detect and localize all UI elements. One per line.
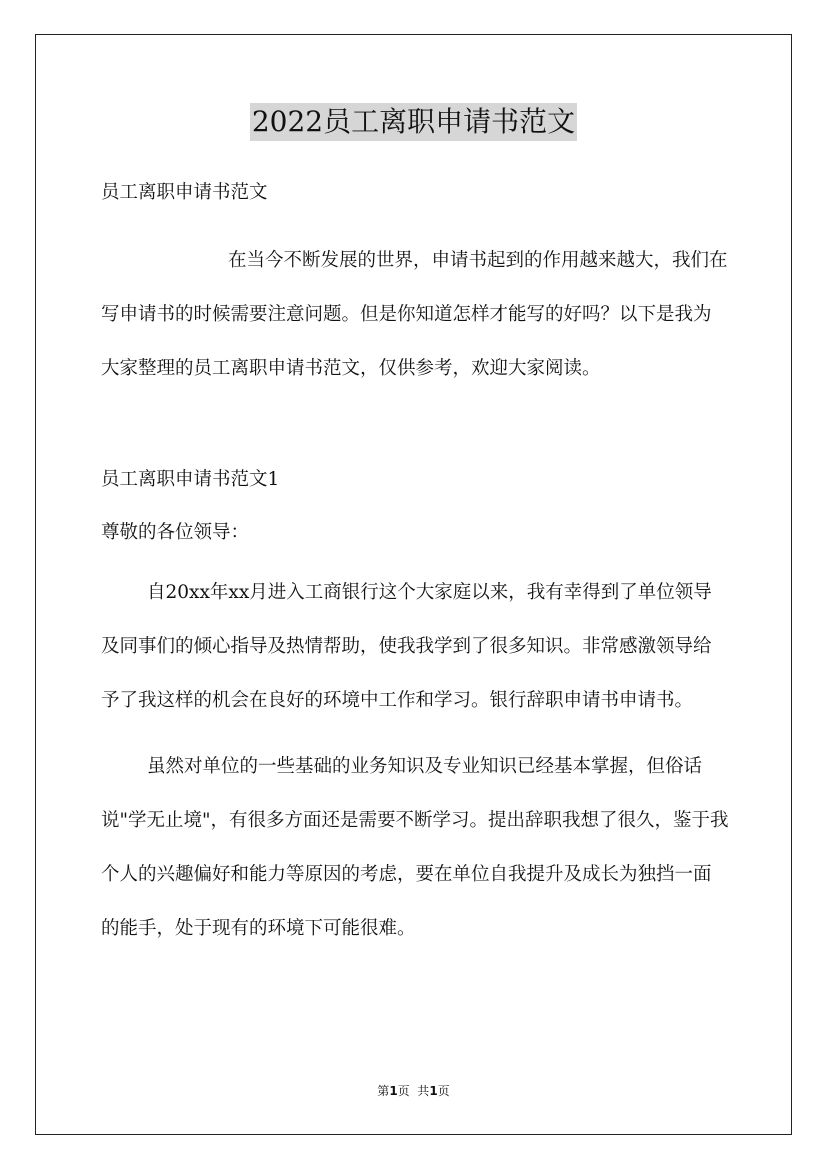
footer-page-suffix: 页 <box>437 1084 450 1098</box>
intro-paragraph: 在当今不断发展的世界，申请书起到的作用越来越大，我们在写申请书的时候需要注意问题。但是你知道怎样才能写的好吗？以下是我为大家整理的员工离职申请书范文，仅供参考，欢迎大家阅读。 <box>101 250 728 379</box>
body-paragraph-1: 自20xx年xx月进入工商银行这个大家庭以来，我有幸得到了单位领导及同事们的倾心指导及热情帮助，使我我学到了很多知识。非常感激领导给予了我这样的机会在良好的环境中工作和学习。银行辞职申请书申请书。 <box>101 582 712 711</box>
footer-page-total: 1 <box>429 1084 438 1098</box>
salutation: 尊敬的各位领导： <box>101 522 250 543</box>
document-subtitle: 员工离职申请书范文 <box>101 182 268 203</box>
document-title: 2022员工离职申请书范文 <box>250 103 577 141</box>
footer-page-prefix: 第 <box>377 1084 390 1098</box>
section-spacer <box>101 396 729 465</box>
body-paragraph-2: 虽然对单位的一些基础的业务知识及专业知识已经基本掌握，但俗话说"学无止境"，有很多方面还是需要不断学习。提出辞职我想了很久，鉴于我个人的兴趣偏好和能力等原因的考虑，要在单位自我提升及成长为独挡一面的能手，处于现有的环境下可能很难。 <box>101 756 729 939</box>
page-footer <box>0 1083 827 1099</box>
footer-page-current: 1 <box>389 1084 398 1098</box>
document-body <box>101 178 729 956</box>
footer-page-mid: 页 共 <box>397 1084 430 1098</box>
section-heading: 员工离职申请书范文1 <box>101 469 280 490</box>
title-container <box>0 103 827 141</box>
